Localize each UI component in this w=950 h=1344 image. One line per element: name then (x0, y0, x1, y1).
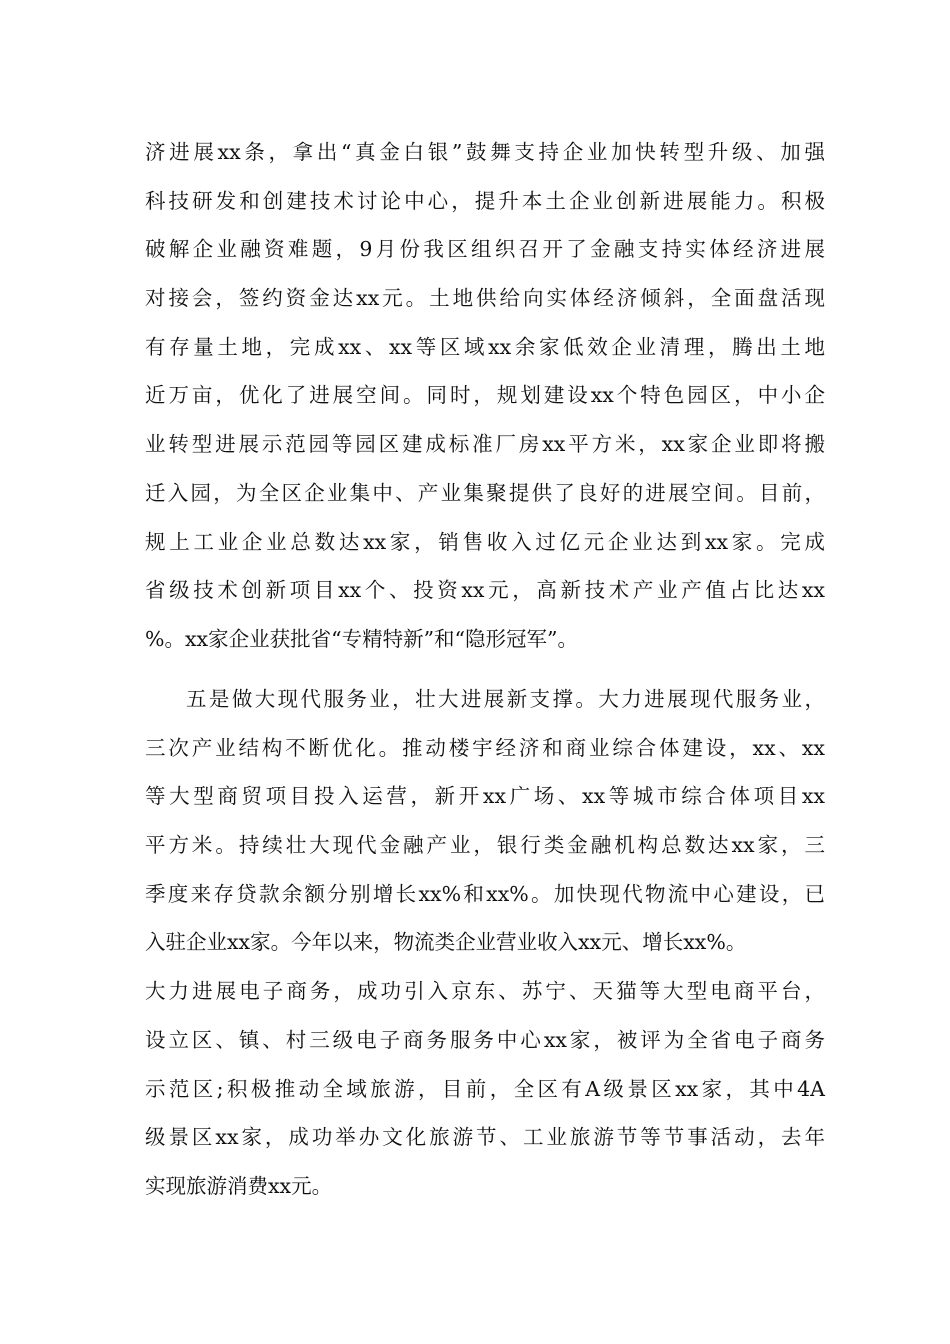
paragraph-2 (145, 675, 825, 1211)
text-line: 示范区;积极推动全域旅游，目前，全区有A级景区xx家，其中4A (145, 1076, 825, 1101)
text-line: 五是做大现代服务业，壮大进展新支撑。大力进展现代服务业， (186, 687, 825, 711)
text-line: 近万亩，优化了进展空间。同时，规划建设xx个特色园区，中小企 (145, 383, 825, 408)
text-line: 规上工业企业总数达xx家，销售收入过亿元企业达到xx家。完成 (145, 529, 825, 554)
text-line: 业转型进展示范园等园区建成标准厂房xx平方米，xx家企业即将搬 (145, 432, 825, 457)
text-line: %。xx家企业获批省“专精特新”和“隐形冠军”。 (145, 626, 579, 651)
text-line: 对接会，签约资金达xx元。土地供给向实体经济倾斜，全面盘活现 (145, 286, 825, 311)
text-line: 有存量土地，完成xx、xx等区域xx余家低效企业清理，腾出土地 (145, 334, 825, 359)
text-line: 省级技术创新项目xx个、投资xx元，高新技术产业产值占比达xx (145, 578, 825, 603)
paragraph-1 (145, 128, 825, 664)
text-line: 科技研发和创建技术讨论中心，提升本土企业创新进展能力。积极 (145, 188, 825, 213)
text-line: 平方米。持续壮大现代金融产业，银行类金融机构总数达xx家，三 (145, 833, 825, 858)
text-line: 破解企业融资难题，9月份我区组织召开了金融支持实体经济进展 (145, 237, 825, 262)
text-line: 实现旅游消费xx元。 (145, 1173, 333, 1198)
text-line: 入驻企业xx家。今年以来，物流类企业营业收入xx元、增长xx%。 (145, 930, 747, 955)
text-line: 等大型商贸项目投入运营，新开xx广场、xx等城市综合体项目xx (145, 784, 825, 809)
text-line: 大力进展电子商务，成功引入京东、苏宁、天猫等大型电商平台， (145, 979, 825, 1004)
text-line: 设立区、镇、村三级电子商务服务中心xx家，被评为全省电子商务 (145, 1027, 825, 1052)
text-line: 济进展xx条，拿出“真金白银”鼓舞支持企业加快转型升级、加强 (145, 140, 825, 164)
text-line: 三次产业结构不断优化。推动楼宇经济和商业综合体建设，xx、xx (145, 735, 825, 760)
text-line: 迁入园，为全区企业集中、产业集聚提供了良好的进展空间。目前， (145, 480, 825, 505)
text-line: 级景区xx家，成功举办文化旅游节、工业旅游节等节事活动，去年 (145, 1125, 825, 1150)
text-line: 季度来存贷款余额分别增长xx%和xx%。加快现代物流中心建设，已 (145, 881, 825, 906)
